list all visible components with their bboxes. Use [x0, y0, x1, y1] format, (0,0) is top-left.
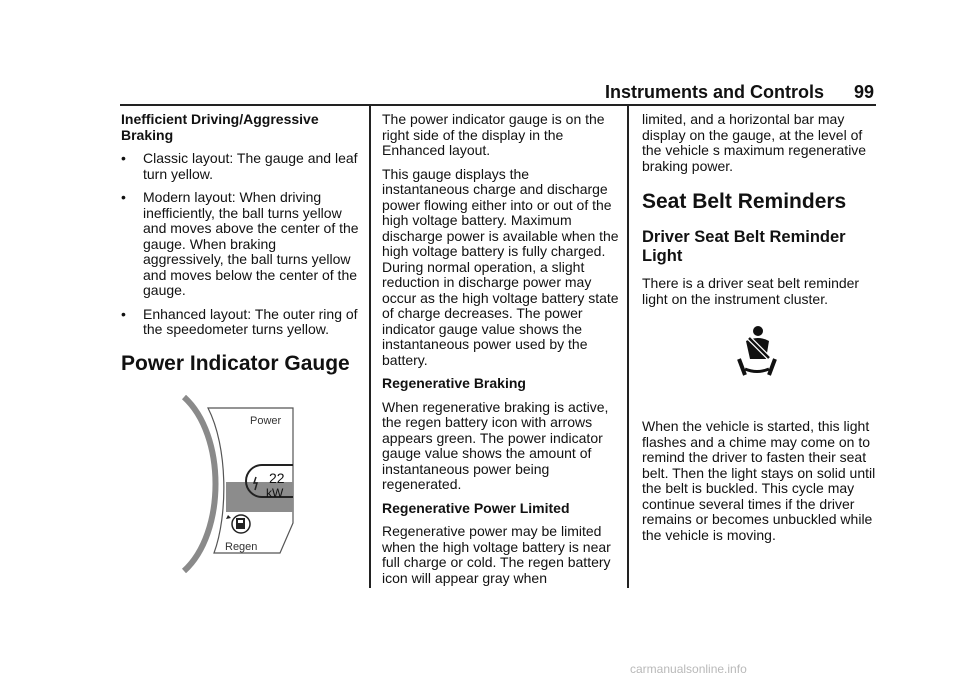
bullet-text: Enhanced layout: The outer ring of the speedometer turns yellow. — [143, 305, 358, 337]
bullet-text: Modern layout: When driving inefficiently, the ball turns yellow and moves above the center of the gauge. When braking aggressively, the ball turns yellow and moves below the center of the gauge. — [143, 189, 359, 298]
bullet-text: Classic layout: The gauge and leaf turn yellow. — [143, 150, 358, 182]
bullet-item — [121, 151, 359, 182]
subheading: Inefficient Driving/Aggressive Braking — [121, 111, 319, 143]
paragraph: limited, and a horizontal bar may display on the gauge, at the level of the vehicle s maximum regenerative braking power. — [642, 111, 867, 174]
power-unit: kW — [266, 486, 284, 500]
column-divider-1 — [369, 106, 371, 588]
bullet-glyph: • — [121, 305, 126, 322]
power-value: 22 — [269, 470, 285, 486]
regen-label: Regen — [225, 541, 258, 553]
column-1 — [121, 112, 359, 376]
paragraph: The power indicator gauge is on the right side of the display in the Enhanced layout. — [382, 111, 605, 158]
paragraph: There is a driver seat belt reminder light on the instrument cluster. — [642, 275, 860, 307]
section-heading: Power Indicator Gauge — [121, 351, 350, 375]
paragraph: When regenerative braking is active, the regen battery icon with arrows appears green. The power indicator gauge value shows the amount of instantaneous power being regenerated. — [382, 398, 609, 492]
subheading: Regenerative Braking — [382, 375, 526, 391]
page-number: 99 — [853, 82, 874, 102]
watermark: carmanualsonline.info — [630, 662, 747, 676]
paragraph: Regenerative power may be limited when the high voltage battery is near full charge or cold. The regen battery icon will appear gray when — [382, 523, 611, 586]
power-label: Power — [250, 415, 282, 427]
paragraph: This gauge displays the instantaneous charge and discharge power flowing either into or out of the high voltage battery. Maximum discharge power is available when the high voltage battery is fully charged. During normal operation, a slight reduction in discharge power may occur as the high voltage battery state of charge decreases. The power indicator gauge value shows the instantaneous power used by the battery. — [382, 165, 619, 368]
section-heading: Seat Belt Reminders — [642, 190, 847, 213]
column-divider-2 — [627, 106, 629, 588]
paragraph: When the vehicle is started, this light flashes and a chime may come on to remind the driver to fasten their seat belt. Then the light stays on solid until the belt is buckled. This cycle may continue several times if the driver remains or becomes unbuckled while the vehicle is moving. — [642, 418, 876, 543]
bullet-glyph: • — [121, 189, 126, 205]
subheading: Regenerative Power Limited — [382, 499, 570, 516]
seat-belt-reminder-icon — [733, 325, 781, 377]
bullet-glyph: • — [121, 150, 126, 166]
section-title: Instruments and Controls — [604, 82, 824, 102]
bullet-item — [121, 190, 359, 299]
power-indicator-gauge-illustration — [180, 395, 300, 573]
column-2 — [382, 112, 620, 594]
subsection-heading: Driver Seat Belt Reminder Light — [642, 228, 846, 265]
bullet-item — [121, 307, 359, 338]
running-header — [600, 82, 874, 104]
header-rule — [120, 104, 876, 106]
speedometer-ring-arc — [184, 397, 216, 571]
